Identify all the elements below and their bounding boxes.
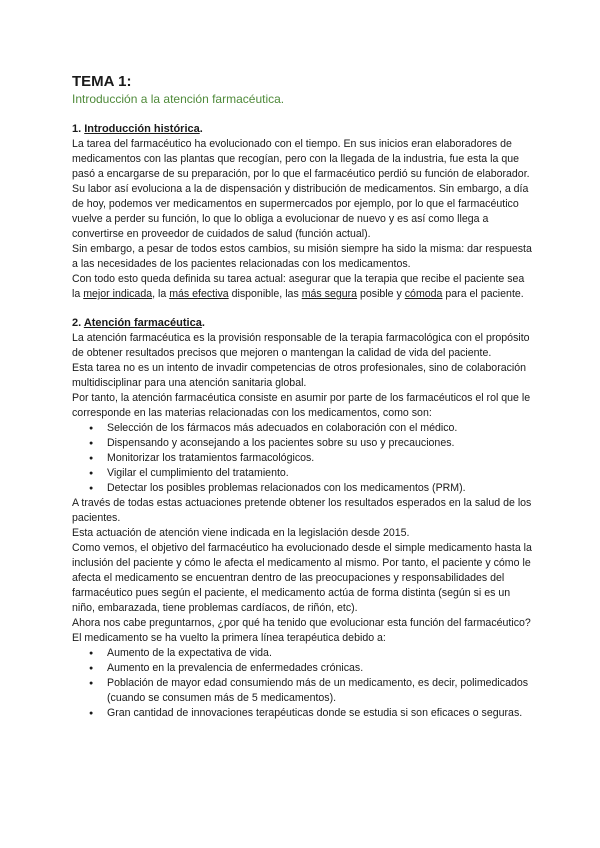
- section-number: 1.: [72, 123, 85, 135]
- underlined-text: más efectiva: [169, 288, 229, 300]
- list-item: ● Monitorizar los tratamientos farmacológicos.: [72, 451, 532, 466]
- list-item: ● Dispensando y aconsejando a los pacientes sobre su uso y precauciones.: [72, 436, 532, 451]
- bullet-list-reasons: [72, 646, 532, 721]
- document-page: [72, 73, 532, 721]
- paragraph: La tarea del farmacéutico ha evolucionado con el tiempo. En sus inicios eran elaboradores de medicamentos con las plantas que recogían, pero con la llegada de la industria, fue esta la que pasó a encargarse de su preparación, por lo que el farmacéutico perdió su función de elaborador.: [72, 138, 530, 180]
- text-run: para el paciente.: [442, 288, 524, 300]
- list-item: ● Población de mayor edad consumiendo más de un medicamento, es decir, polimedicados (cuando se consumen más de 5 medicamentos).: [72, 676, 532, 706]
- list-item: ● Vigilar el cumplimiento del tratamiento.: [72, 466, 532, 481]
- document-subtitle: Introducción a la atención farmacéutica.: [72, 92, 285, 106]
- section-number: 2.: [72, 317, 84, 329]
- paragraph: Su labor así evoluciona a la de dispensación y distribución de medicamentos. Sin embargo, a día de hoy, podemos ver medicamentos en supermercados por ejemplo, por lo que el farmacéutico vuelve a perder su función, lo que lo obliga a evolucionar de nuevo y es así como llega a convertirse en proveedor de cuidados de salud (función actual).: [72, 183, 529, 240]
- paragraph: Ahora nos cabe preguntarnos, ¿por qué ha tenido que evolucionar esta función del farmacéutico? El medicamento se ha vuelto la primera línea terapéutica debido a:: [72, 617, 531, 644]
- list-item: ● Selección de los fármacos más adecuados en colaboración con el médico.: [72, 421, 532, 436]
- underlined-text: más segura: [301, 288, 358, 300]
- list-item: ● Gran cantidad de innovaciones terapéuticas donde se estudia si son eficaces o seguras.: [72, 706, 532, 721]
- section-heading-period: .: [201, 317, 205, 329]
- section-heading-period: .: [199, 123, 203, 135]
- text-run: posible y: [357, 288, 405, 300]
- section-introduccion-historica: [72, 122, 532, 302]
- paragraph: Esta actuación de atención viene indicada en la legislación desde 2015.: [72, 527, 410, 539]
- paragraph: Por tanto, la atención farmacéutica consiste en asumir por parte de los farmacéuticos el rol que le corresponde en las materias relacionadas con los medicamentos, como son:: [72, 392, 531, 419]
- section-heading-text: Atención farmacéutica: [83, 317, 202, 329]
- paragraph: Esta tarea no es un intento de invadir competencias de otros profesionales, sino de colaboración multidisciplinar para una atención sanitaria global.: [72, 362, 527, 389]
- section-atencion-farmaceutica: [72, 316, 532, 721]
- paragraph: Sin embargo, a pesar de todos estos cambios, su misión siempre ha sido la misma: dar respuesta a las necesidades de los pacientes relacionadas con los medicamentos.: [72, 243, 532, 270]
- text-run: disponible, las: [228, 288, 302, 300]
- text-run: , la: [152, 288, 170, 300]
- paragraph: [72, 272, 532, 302]
- paragraph: Como vemos, el objetivo del farmacéutico ha evolucionado desde el simple medicamento hasta la inclusión del paciente y cómo le afecta el medicamento al mismo. Por tanto, el paciente y cómo le afecta el medicamento se encuentran dentro de las preocupaciones y responsabilidades del farmacéutico pues según el paciente, el medicamento actúa de forma distinta (según si es un niño, embarazada, tiene problemas cardíacos, de riñón, etc).: [72, 542, 532, 614]
- list-item: ● Aumento de la expectativa de vida.: [72, 646, 532, 661]
- underlined-text: mejor indicada: [83, 288, 153, 300]
- document-title: TEMA 1:: [72, 73, 132, 90]
- underlined-text: cómoda: [404, 288, 443, 300]
- paragraph: A través de todas estas actuaciones pretende obtener los resultados esperados en la salud de los pacientes.: [72, 497, 532, 524]
- text-run: Con todo esto queda definida su tarea actual: asegurar que la terapia que recibe el paciente sea la: [72, 273, 525, 300]
- bullet-list-roles: [72, 421, 532, 496]
- paragraph: La atención farmacéutica es la provisión responsable de la terapia farmacológica con el propósito de obtener resultados precisos que mejoren o mantengan la calidad de vida del paciente.: [72, 332, 530, 359]
- list-item: ● Aumento en la prevalencia de enfermedades crónicas.: [72, 661, 532, 676]
- section-heading: [72, 122, 532, 137]
- section-heading-text: Introducción histórica: [84, 123, 200, 135]
- section-heading: [72, 316, 532, 331]
- list-item: ● Detectar los posibles problemas relacionados con los medicamentos (PRM).: [72, 481, 532, 496]
